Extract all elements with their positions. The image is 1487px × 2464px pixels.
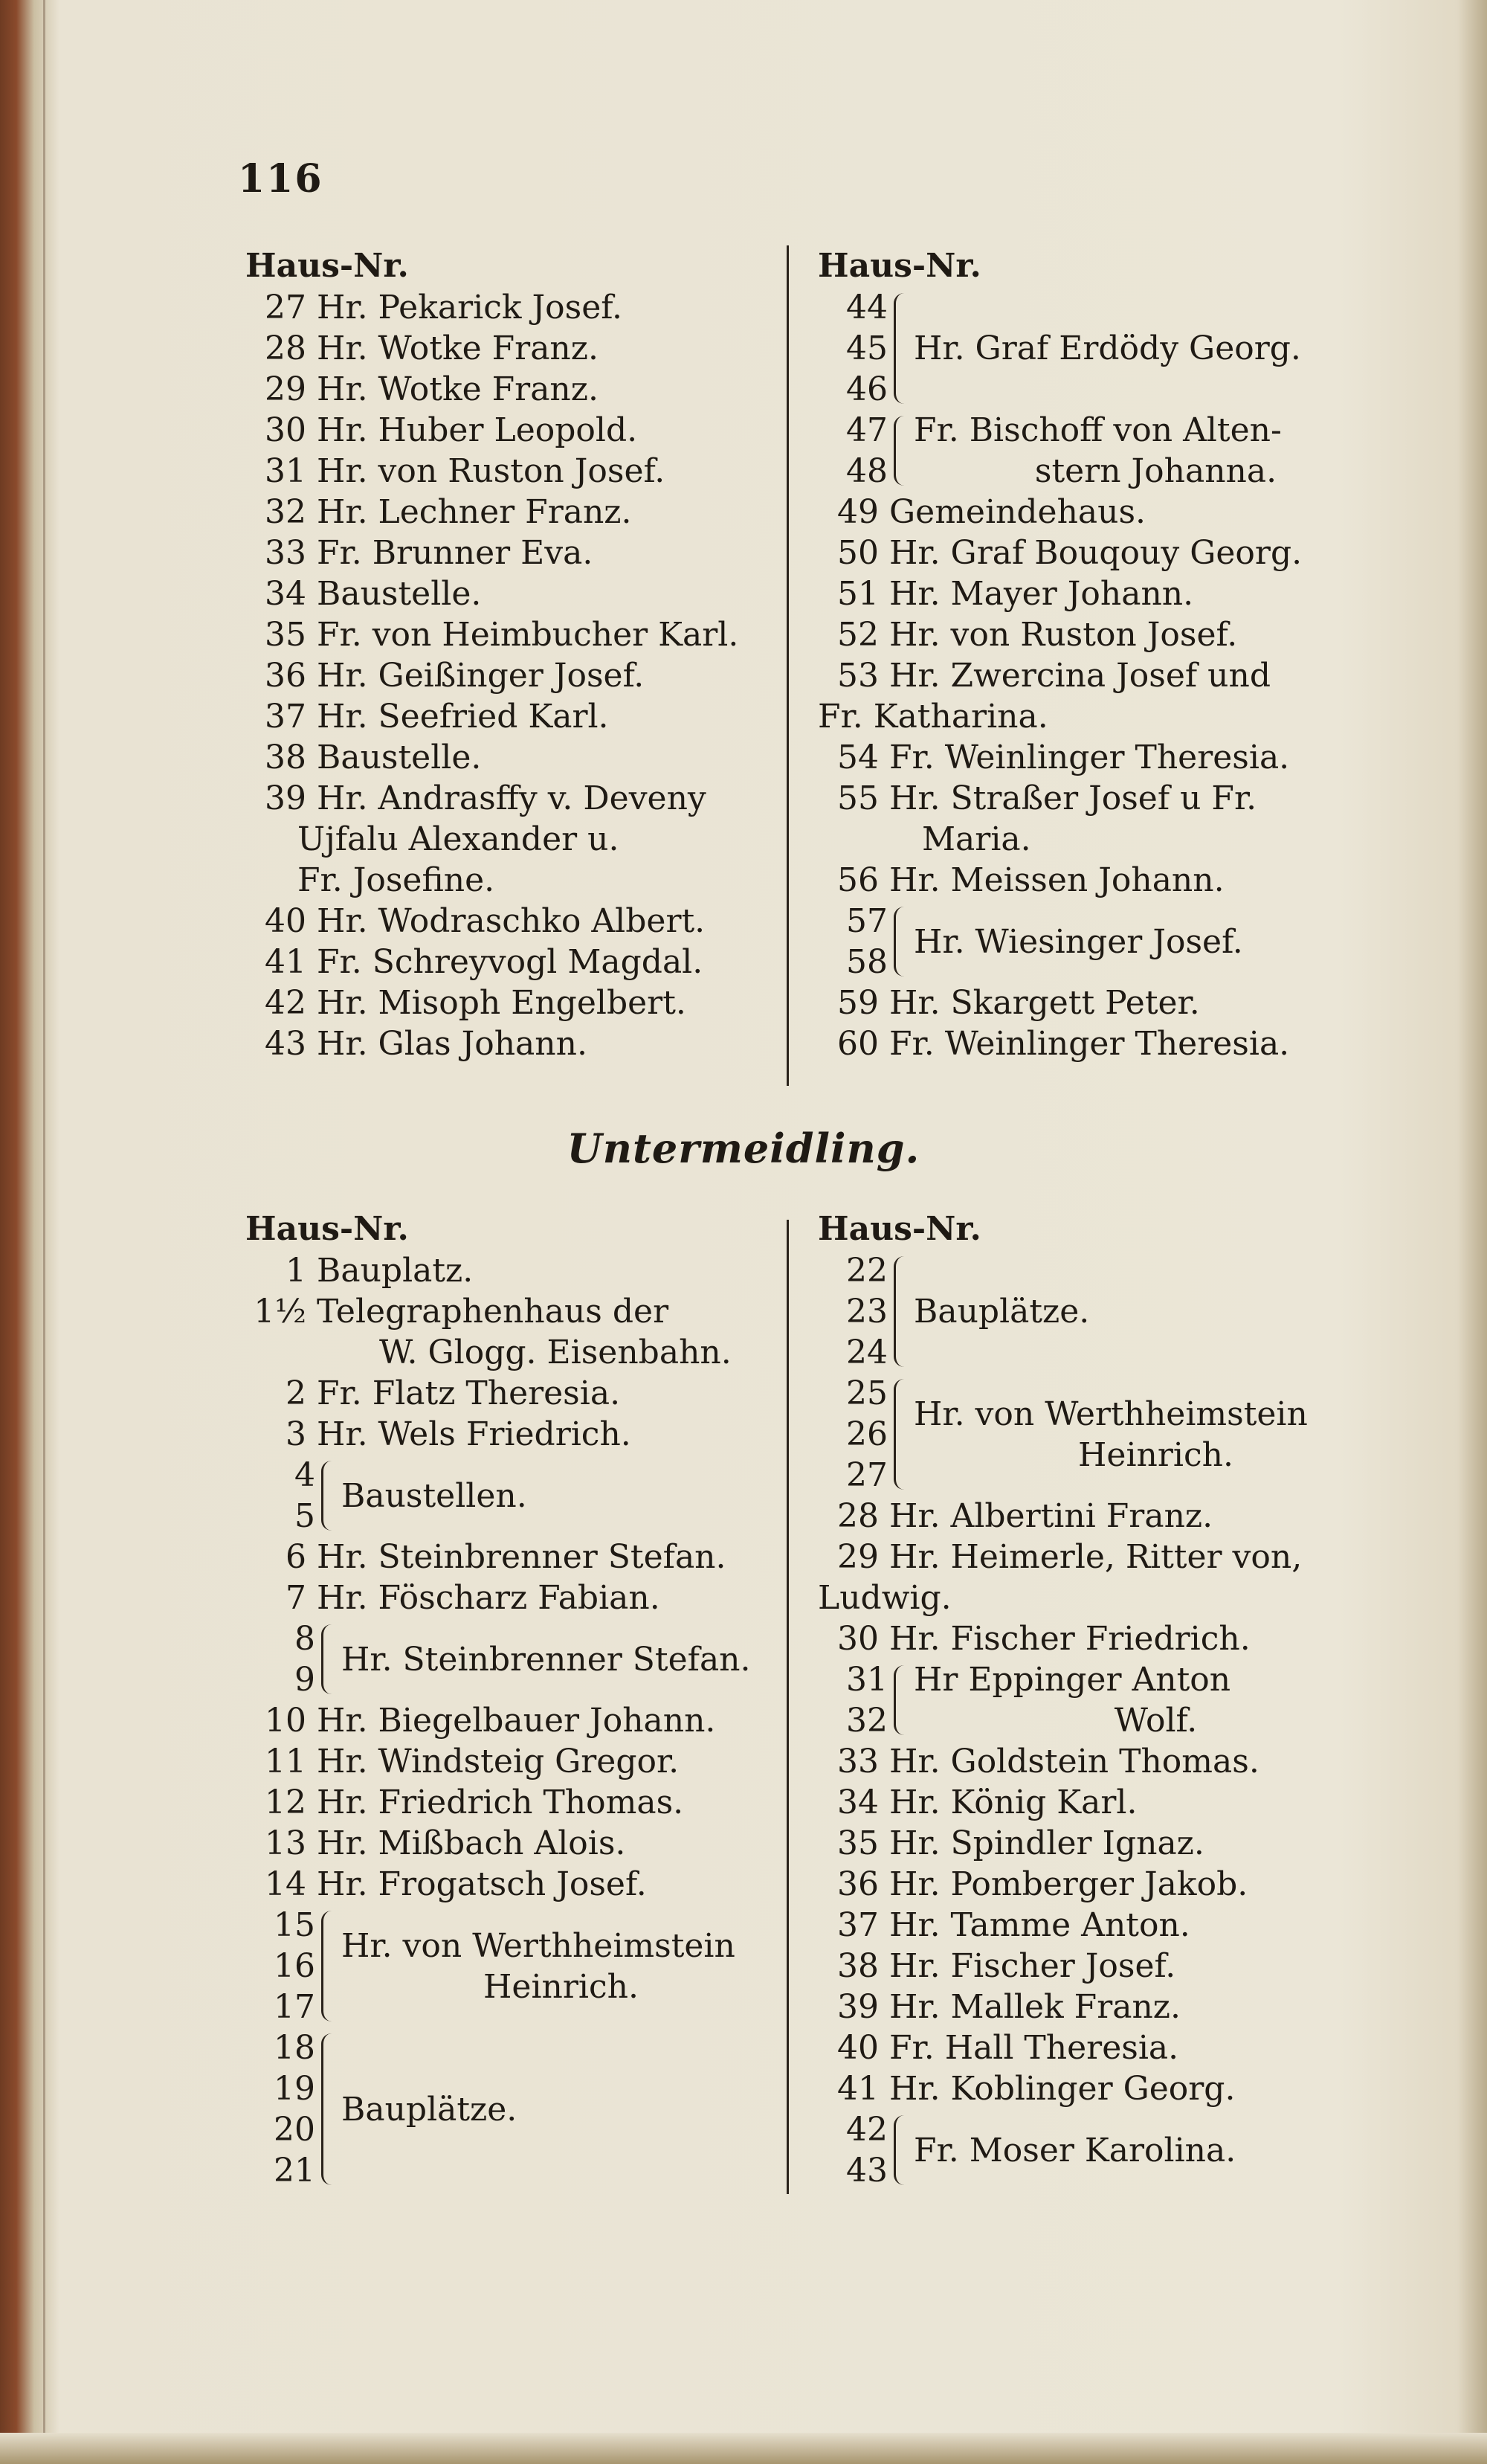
house-number: 27 [846,1456,888,1494]
owner-name: Hr. Frogatsch Josef. [317,1865,647,1903]
owner-name: Gemeindehaus. [889,493,1146,531]
owner-name: Hr. Spindler Ignaz. [889,1824,1204,1862]
continuation-line: W. Glogg. Eisenbahn. [379,1334,732,1371]
house-number: 55 [837,779,879,817]
table-row [245,1577,781,1618]
house-number: 42 [265,984,306,1022]
table-row [245,573,781,614]
owner-name: Hr. Windsteig Gregor. [317,1743,680,1781]
table-row [818,492,1398,533]
owner-name-continued: Heinrich. [1078,1435,1233,1474]
table-row [245,655,781,696]
grouped-entry [818,901,1398,982]
table-row [818,655,1398,696]
house-number: 43 [265,1025,306,1063]
house-number: 38 [837,1947,879,1985]
table-row [818,778,1398,819]
table-row [245,1291,781,1332]
owner-name: Hr. Biegelbauer Johann. [317,1702,716,1740]
table-row [245,492,781,533]
house-number: 18 [274,2029,315,2067]
house-number: 39 [837,1988,879,2026]
house-number: 36 [265,657,306,695]
house-number: 5 [294,1497,315,1535]
owner-name: Hr. Koblinger Georg. [889,2070,1236,2108]
page-number: 116 [238,156,323,202]
owner-name: Hr. Wiesinger Josef. [914,922,1243,961]
owner-name: Baustelle. [317,575,482,613]
table-row [245,982,781,1023]
owner-name: Hr. Wotke Franz. [317,370,599,408]
continuation-line: Fr. Katharina. [818,698,1048,736]
table-row [818,1905,1398,1946]
house-number: 34 [837,1783,879,1821]
column-divider [787,1220,789,2194]
continuation-line: Ludwig. [818,1579,952,1617]
continuation-line: Fr. Josefine. [297,861,495,899]
house-number: 47 [846,411,888,449]
house-number: 40 [265,902,306,940]
owner-name-continued: stern Johanna. [1034,452,1277,490]
table-row [818,982,1398,1023]
owner-name: Hr Eppinger Anton [914,1661,1231,1699]
owner-name: Hr. Huber Leopold. [317,411,638,449]
table-row [245,696,781,737]
owner-name: Hr. Steinbrenner Stefan. [317,1538,726,1576]
owner-name: Hr. Seefried Karl. [317,698,609,736]
house-number: 25 [846,1374,888,1412]
owner-name: Hr. Wotke Franz. [317,329,599,367]
table-row [245,533,781,573]
brace-icon [894,1379,906,1490]
column-header: Haus-Nr. [245,247,409,285]
house-number: 3 [286,1415,306,1453]
house-number: 52 [837,616,879,654]
owner-name: Hr. Mallek Franz. [889,1988,1181,2026]
owner-name: Fr. Schreyvogl Magdal. [317,943,703,981]
owner-name: Bauplatz. [317,1252,474,1290]
brace-icon [321,1911,334,2021]
table-row [245,901,781,942]
house-number: 42 [846,2111,888,2149]
owner-name: Hr. Albertini Franz. [889,1497,1213,1535]
brace-icon [894,907,906,977]
house-number: 32 [265,493,306,531]
table-row [245,1823,781,1864]
owner-name: Hr. Fischer Friedrich. [889,1620,1251,1658]
page-edge [0,2433,1487,2464]
house-number: 2 [286,1374,306,1412]
house-number: 23 [846,1293,888,1331]
table-row [818,533,1398,573]
table-row [245,1700,781,1741]
house-number: 7 [286,1579,306,1617]
table-row [818,573,1398,614]
house-number: 15 [274,1906,315,1944]
owner-name: Hr. Mayer Johann. [889,575,1194,613]
house-number: 39 [265,779,306,817]
owner-name: Hr. Straßer Josef u Fr. [889,779,1257,817]
owner-name: Baustellen. [341,1476,527,1515]
owner-name: Hr. Andrasffy v. Deveny [317,779,706,817]
table-row [818,2027,1398,2068]
house-number: 38 [265,739,306,776]
table-row [245,778,781,819]
house-number: 20 [274,2111,315,2149]
grouped-entry [818,1373,1398,1496]
table-row [818,1864,1398,1905]
table-row [818,614,1398,655]
house-number: 10 [265,1702,306,1740]
owner-name: Hr. von Werthheimstein [914,1395,1308,1433]
house-number: 34 [265,575,306,613]
owner-name: Hr. Glas Johann. [317,1025,587,1063]
house-number: 14 [265,1865,306,1903]
house-number: 53 [837,657,879,695]
table-row [818,1537,1398,1577]
owner-name: Hr. Wodraschko Albert. [317,902,706,940]
owner-name: Hr. Tamme Anton. [889,1906,1190,1944]
house-number: 41 [265,943,306,981]
brace-icon [894,1665,906,1735]
grouped-entry [818,410,1398,492]
table-row [245,410,781,451]
house-number: 11 [265,1743,306,1781]
owner-name: Hr. Wels Friedrich. [317,1415,631,1453]
house-number: 17 [274,1988,315,2026]
table-row [818,1618,1398,1659]
table-row [818,860,1398,901]
house-number: 35 [837,1824,879,1862]
brace-icon [321,1624,334,1694]
owner-name: Fr. Weinlinger Theresia. [889,739,1290,776]
house-number: 33 [837,1743,879,1781]
column-header: Haus-Nr. [818,247,981,285]
owner-name: Hr. Meissen Johann. [889,861,1225,899]
house-number: 57 [846,902,888,940]
grouped-entry [245,1618,781,1700]
owner-name: Bauplätze. [914,1293,1090,1331]
house-number: 6 [286,1538,306,1576]
owner-name: Bauplätze. [341,2090,517,2129]
house-number: 26 [846,1415,888,1453]
owner-name: Fr. Moser Karolina. [914,2131,1236,2169]
house-number: 29 [265,370,306,408]
table-row [818,1782,1398,1823]
owner-name: Hr. Mißbach Alois. [317,1824,626,1862]
owner-name: Hr. Graf Bouqouy Georg. [889,534,1303,572]
house-number: 30 [265,411,306,449]
column-header: Haus-Nr. [818,1210,981,1248]
table-row [818,1741,1398,1782]
house-number: 60 [837,1025,879,1063]
table-row [245,942,781,982]
owner-name: Hr. von Ruston Josef. [317,452,665,490]
house-number: 24 [846,1334,888,1371]
house-number: 48 [846,452,888,490]
owner-name: Fr. Hall Theresia. [889,2029,1179,2067]
house-number: 22 [846,1252,888,1290]
owner-name: Fr. Brunner Eva. [317,534,593,572]
owner-name: Hr. Lechner Franz. [317,493,632,531]
grouped-entry [818,1659,1398,1741]
table-row [245,451,781,492]
house-number: 36 [837,1865,879,1903]
owner-name-continued: Heinrich. [483,1967,639,2006]
house-number: 37 [265,698,306,736]
owner-name: Fr. Flatz Theresia. [317,1374,621,1412]
owner-name: Hr. Skargett Peter. [889,984,1200,1022]
house-number: 59 [837,984,879,1022]
house-number: 12 [265,1783,306,1821]
owner-name: Hr. Fischer Josef. [889,1947,1176,1985]
table-row [818,1987,1398,2027]
table-row [245,1414,781,1455]
house-number: 43 [846,2152,888,2190]
house-number: 33 [265,534,306,572]
house-number: 58 [846,943,888,981]
table-row [245,1782,781,1823]
grouped-entry [245,1905,781,2027]
house-number: 54 [837,739,879,776]
top-right-column [818,245,1398,1064]
table-row [245,737,781,778]
house-number: 28 [265,329,306,367]
owner-name: Hr. Misoph Engelbert. [317,984,686,1022]
table-row [245,1537,781,1577]
table-row [245,1864,781,1905]
house-number: 50 [837,534,879,572]
brace-icon [894,2115,906,2185]
brace-icon [894,1256,906,1367]
table-row [818,1023,1398,1064]
house-number: 37 [837,1906,879,1944]
house-number: 1½ [254,1293,306,1331]
bottom-right-column [818,1209,1398,2191]
owner-name: Hr. von Werthheimstein [341,1926,735,1965]
house-number: 9 [294,1661,315,1699]
owner-name: Hr. Pekarick Josef. [317,289,622,327]
table-row [818,1823,1398,1864]
house-number: 35 [265,616,306,654]
table-row [245,328,781,369]
table-row [245,1741,781,1782]
house-number: 51 [837,575,879,613]
table-row [245,1250,781,1291]
house-number: 30 [837,1620,879,1658]
owner-name: Hr. Graf Erdödy Georg. [914,329,1301,367]
brace-icon [321,2033,334,2185]
column-header: Haus-Nr. [245,1210,409,1248]
owner-name: Telegraphenhaus der [317,1293,669,1331]
top-left-column [245,245,781,1064]
house-number: 29 [837,1538,879,1576]
house-number: 31 [265,452,306,490]
owner-name: Hr. Friedrich Thomas. [317,1783,684,1821]
owner-name: Fr. Bischoff von Alten- [914,411,1282,449]
house-number: 21 [274,2152,315,2190]
house-number: 56 [837,861,879,899]
section-title: Untermeidling. [567,1125,920,1172]
house-number: 19 [274,2070,315,2108]
owner-name: Hr. Föscharz Fabian. [317,1579,660,1617]
owner-name: Hr. Steinbrenner Stefan. [341,1640,751,1679]
table-row [245,287,781,328]
owner-name: Hr. von Ruston Josef. [889,616,1238,654]
house-number: 4 [294,1456,315,1494]
continuation-line: Ujfalu Alexander u. [297,820,619,858]
table-row [818,1946,1398,1987]
column-divider [787,245,789,1086]
grouped-entry [245,1455,781,1537]
house-number: 32 [846,1702,888,1740]
table-row [245,369,781,410]
grouped-entry [245,2027,781,2191]
table-row [818,2068,1398,2109]
house-number: 28 [837,1497,879,1535]
owner-name: Fr. Weinlinger Theresia. [889,1025,1290,1063]
house-number: 1 [286,1252,306,1290]
owner-name: Hr. Pomberger Jakob. [889,1865,1248,1903]
table-row [818,737,1398,778]
house-number: 46 [846,370,888,408]
house-number: 16 [274,1947,315,1985]
owner-name: Hr. Heimerle, Ritter von, [889,1538,1303,1576]
brace-icon [894,293,906,404]
table-row [818,1496,1398,1537]
bottom-left-column [245,1209,781,2191]
owner-name: Fr. von Heimbucher Karl. [317,616,739,654]
house-number: 8 [294,1620,315,1658]
table-row [245,1023,781,1064]
house-number: 13 [265,1824,306,1862]
grouped-entry [818,2109,1398,2191]
owner-name: Hr. Zwercina Josef und [889,657,1271,695]
brace-icon [321,1461,334,1531]
owner-name: Hr. König Karl. [889,1783,1138,1821]
table-row [245,1373,781,1414]
house-number: 44 [846,289,888,327]
house-number: 45 [846,329,888,367]
owner-name: Baustelle. [317,739,482,776]
owner-name: Hr. Goldstein Thomas. [889,1743,1259,1781]
owner-name: Hr. Geißinger Josef. [317,657,645,695]
house-number: 40 [837,2029,879,2067]
gutter-shadow [43,0,45,2464]
continuation-line: Maria. [922,820,1031,858]
house-number: 31 [846,1661,888,1699]
table-row [245,614,781,655]
grouped-entry [818,1250,1398,1373]
house-number: 49 [837,493,879,531]
grouped-entry [818,287,1398,410]
house-number: 27 [265,289,306,327]
brace-icon [894,416,906,486]
owner-name-continued: Wolf. [1114,1702,1198,1740]
house-number: 41 [837,2070,879,2108]
